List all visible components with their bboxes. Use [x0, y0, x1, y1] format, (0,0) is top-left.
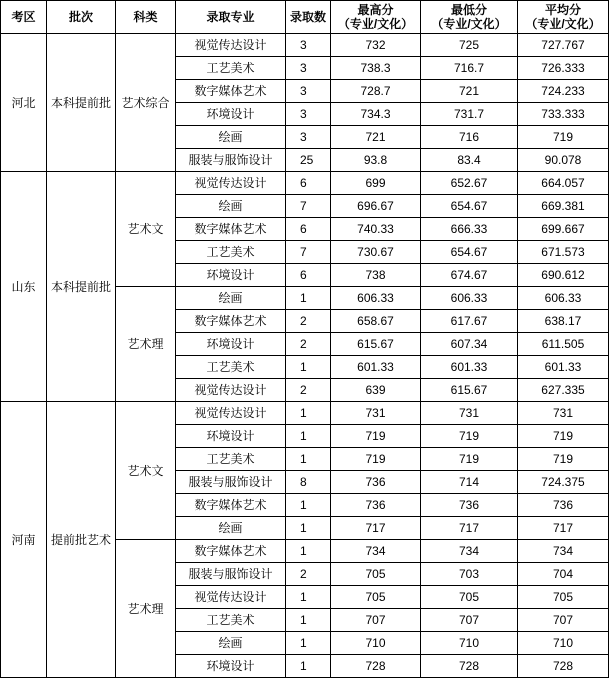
- table-row: [1, 402, 609, 425]
- count-cell: 2: [286, 310, 331, 333]
- header-avg-score: [518, 1, 609, 34]
- count-cell: 2: [286, 563, 331, 586]
- min-score-cell: 716.7: [421, 57, 518, 80]
- region-cell: 河南: [1, 402, 47, 678]
- category-cell: 艺术文: [116, 402, 176, 540]
- major-cell: 绘画: [176, 632, 286, 655]
- major-cell: 工艺美术: [176, 609, 286, 632]
- avg-score-cell: 719: [518, 425, 609, 448]
- count-cell: 7: [286, 241, 331, 264]
- header-row: [1, 1, 609, 34]
- header-region: 考区: [1, 1, 47, 34]
- max-score-cell: 93.8: [331, 149, 421, 172]
- count-cell: 8: [286, 471, 331, 494]
- min-score-cell: 606.33: [421, 287, 518, 310]
- max-score-cell: 606.33: [331, 287, 421, 310]
- major-cell: 视觉传达设计: [176, 172, 286, 195]
- count-cell: 1: [286, 655, 331, 678]
- min-score-cell: 736: [421, 494, 518, 517]
- min-score-cell: 617.67: [421, 310, 518, 333]
- avg-score-cell: 671.573: [518, 241, 609, 264]
- avg-score-cell: 734: [518, 540, 609, 563]
- header-count: 录取数: [286, 1, 331, 34]
- max-score-cell: 658.67: [331, 310, 421, 333]
- region-cell: 河北: [1, 34, 47, 172]
- min-score-cell: 717: [421, 517, 518, 540]
- header-max-score: [331, 1, 421, 34]
- max-score-cell: 731: [331, 402, 421, 425]
- count-cell: 6: [286, 264, 331, 287]
- avg-score-cell: 638.17: [518, 310, 609, 333]
- min-score-cell: 710: [421, 632, 518, 655]
- major-cell: 服装与服饰设计: [176, 471, 286, 494]
- max-score-cell: 734: [331, 540, 421, 563]
- min-score-cell: 731.7: [421, 103, 518, 126]
- header-avg-score-subtitle: （专业/文化）: [525, 17, 601, 31]
- major-cell: 数字媒体艺术: [176, 218, 286, 241]
- max-score-cell: 719: [331, 425, 421, 448]
- max-score-cell: 639: [331, 379, 421, 402]
- max-score-cell: 734.3: [331, 103, 421, 126]
- max-score-cell: 728: [331, 655, 421, 678]
- header-min-score-subtitle: （专业/文化）: [431, 17, 507, 31]
- major-cell: 工艺美术: [176, 57, 286, 80]
- min-score-cell: 607.34: [421, 333, 518, 356]
- max-score-cell: 736: [331, 494, 421, 517]
- avg-score-cell: 669.381: [518, 195, 609, 218]
- major-cell: 绘画: [176, 517, 286, 540]
- category-cell: 艺术文: [116, 172, 176, 287]
- major-cell: 环境设计: [176, 264, 286, 287]
- major-cell: 环境设计: [176, 655, 286, 678]
- major-cell: 数字媒体艺术: [176, 540, 286, 563]
- count-cell: 1: [286, 402, 331, 425]
- count-cell: 1: [286, 586, 331, 609]
- min-score-cell: 734: [421, 540, 518, 563]
- major-cell: 环境设计: [176, 425, 286, 448]
- major-cell: 工艺美术: [176, 448, 286, 471]
- avg-score-cell: 719: [518, 448, 609, 471]
- avg-score-cell: 601.33: [518, 356, 609, 379]
- min-score-cell: 705: [421, 586, 518, 609]
- count-cell: 3: [286, 126, 331, 149]
- category-cell: 艺术理: [116, 540, 176, 678]
- major-cell: 工艺美术: [176, 356, 286, 379]
- min-score-cell: 615.67: [421, 379, 518, 402]
- max-score-cell: 601.33: [331, 356, 421, 379]
- max-score-cell: 732: [331, 34, 421, 57]
- category-cell: 艺术综合: [116, 34, 176, 172]
- max-score-cell: 696.67: [331, 195, 421, 218]
- max-score-cell: 717: [331, 517, 421, 540]
- major-cell: 服装与服饰设计: [176, 149, 286, 172]
- major-cell: 数字媒体艺术: [176, 80, 286, 103]
- avg-score-cell: 690.612: [518, 264, 609, 287]
- table-body: [1, 34, 609, 678]
- count-cell: 1: [286, 609, 331, 632]
- max-score-cell: 615.67: [331, 333, 421, 356]
- avg-score-cell: 611.505: [518, 333, 609, 356]
- avg-score-cell: 724.233: [518, 80, 609, 103]
- count-cell: 1: [286, 425, 331, 448]
- table-row: [1, 34, 609, 57]
- avg-score-cell: 731: [518, 402, 609, 425]
- major-cell: 视觉传达设计: [176, 34, 286, 57]
- table-row: [1, 172, 609, 195]
- count-cell: 3: [286, 103, 331, 126]
- count-cell: 25: [286, 149, 331, 172]
- avg-score-cell: 627.335: [518, 379, 609, 402]
- max-score-cell: 707: [331, 609, 421, 632]
- table-header: [1, 1, 609, 34]
- avg-score-cell: 736: [518, 494, 609, 517]
- avg-score-cell: 705: [518, 586, 609, 609]
- avg-score-cell: 719: [518, 126, 609, 149]
- min-score-cell: 728: [421, 655, 518, 678]
- count-cell: 1: [286, 540, 331, 563]
- min-score-cell: 721: [421, 80, 518, 103]
- batch-cell: 提前批艺术: [47, 402, 116, 678]
- min-score-cell: 714: [421, 471, 518, 494]
- min-score-cell: 725: [421, 34, 518, 57]
- count-cell: 6: [286, 172, 331, 195]
- min-score-cell: 707: [421, 609, 518, 632]
- avg-score-cell: 90.078: [518, 149, 609, 172]
- header-category: 科类: [116, 1, 176, 34]
- min-score-cell: 703: [421, 563, 518, 586]
- max-score-cell: 705: [331, 586, 421, 609]
- min-score-cell: 654.67: [421, 195, 518, 218]
- major-cell: 环境设计: [176, 103, 286, 126]
- avg-score-cell: 726.333: [518, 57, 609, 80]
- region-cell: 山东: [1, 172, 47, 402]
- avg-score-cell: 664.057: [518, 172, 609, 195]
- count-cell: 7: [286, 195, 331, 218]
- count-cell: 1: [286, 356, 331, 379]
- avg-score-cell: 717: [518, 517, 609, 540]
- max-score-cell: 738: [331, 264, 421, 287]
- max-score-cell: 719: [331, 448, 421, 471]
- avg-score-cell: 699.667: [518, 218, 609, 241]
- header-max-score-subtitle: （专业/文化）: [337, 17, 414, 31]
- max-score-cell: 728.7: [331, 80, 421, 103]
- count-cell: 2: [286, 333, 331, 356]
- header-min-score: [421, 1, 518, 34]
- count-cell: 3: [286, 34, 331, 57]
- count-cell: 3: [286, 57, 331, 80]
- max-score-cell: 721: [331, 126, 421, 149]
- min-score-cell: 719: [421, 448, 518, 471]
- major-cell: 视觉传达设计: [176, 379, 286, 402]
- avg-score-cell: 727.767: [518, 34, 609, 57]
- max-score-cell: 710: [331, 632, 421, 655]
- header-avg-score-title: 平均分: [544, 3, 581, 17]
- count-cell: 1: [286, 632, 331, 655]
- count-cell: 2: [286, 379, 331, 402]
- avg-score-cell: 707: [518, 609, 609, 632]
- count-cell: 6: [286, 218, 331, 241]
- max-score-cell: 705: [331, 563, 421, 586]
- max-score-cell: 736: [331, 471, 421, 494]
- category-cell: 艺术理: [116, 287, 176, 402]
- max-score-cell: 740.33: [331, 218, 421, 241]
- major-cell: 视觉传达设计: [176, 586, 286, 609]
- count-cell: 1: [286, 287, 331, 310]
- batch-cell: 本科提前批: [47, 34, 116, 172]
- max-score-cell: 730.67: [331, 241, 421, 264]
- min-score-cell: 601.33: [421, 356, 518, 379]
- min-score-cell: 666.33: [421, 218, 518, 241]
- min-score-cell: 731: [421, 402, 518, 425]
- header-min-score-title: 最低分: [450, 3, 487, 17]
- max-score-cell: 699: [331, 172, 421, 195]
- count-cell: 1: [286, 517, 331, 540]
- avg-score-cell: 733.333: [518, 103, 609, 126]
- major-cell: 数字媒体艺术: [176, 494, 286, 517]
- min-score-cell: 83.4: [421, 149, 518, 172]
- header-batch: 批次: [47, 1, 116, 34]
- header-major: 录取专业: [176, 1, 286, 34]
- batch-cell: 本科提前批: [47, 172, 116, 402]
- avg-score-cell: 704: [518, 563, 609, 586]
- count-cell: 3: [286, 80, 331, 103]
- min-score-cell: 716: [421, 126, 518, 149]
- major-cell: 视觉传达设计: [176, 402, 286, 425]
- count-cell: 1: [286, 494, 331, 517]
- header-max-score-title: 最高分: [357, 3, 394, 17]
- min-score-cell: 719: [421, 425, 518, 448]
- major-cell: 服装与服饰设计: [176, 563, 286, 586]
- count-cell: 1: [286, 448, 331, 471]
- avg-score-cell: 606.33: [518, 287, 609, 310]
- major-cell: 工艺美术: [176, 241, 286, 264]
- major-cell: 绘画: [176, 287, 286, 310]
- major-cell: 环境设计: [176, 333, 286, 356]
- major-cell: 数字媒体艺术: [176, 310, 286, 333]
- min-score-cell: 654.67: [421, 241, 518, 264]
- avg-score-cell: 710: [518, 632, 609, 655]
- max-score-cell: 738.3: [331, 57, 421, 80]
- min-score-cell: 674.67: [421, 264, 518, 287]
- min-score-cell: 652.67: [421, 172, 518, 195]
- major-cell: 绘画: [176, 126, 286, 149]
- avg-score-cell: 728: [518, 655, 609, 678]
- avg-score-cell: 724.375: [518, 471, 609, 494]
- major-cell: 绘画: [176, 195, 286, 218]
